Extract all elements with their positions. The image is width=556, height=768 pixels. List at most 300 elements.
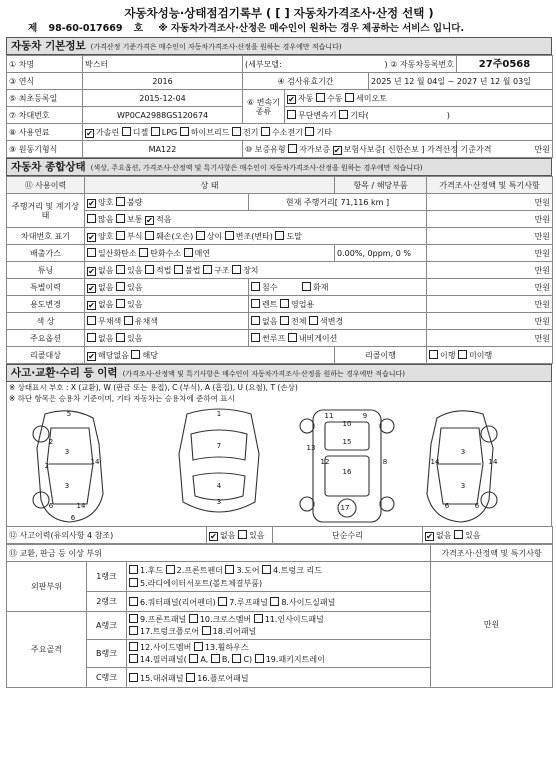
recall-applicable: 해당: [142, 350, 158, 360]
fuel-hybrid: 하이브리드: [190, 127, 230, 137]
diagram-part-number: 7: [216, 442, 222, 450]
rankC-label: C랭크: [87, 668, 127, 688]
car-diagram: [6, 404, 552, 526]
price-unit: 만원: [427, 245, 553, 262]
diagram-part-number: 3: [216, 498, 222, 506]
checked-checkbox-icon[interactable]: ✔: [333, 145, 341, 155]
checkbox-icon[interactable]: [261, 127, 270, 136]
special-history-label: 특별이력: [7, 279, 85, 296]
fuel-label: ⑧ 사용연료: [7, 124, 83, 141]
checkbox-icon[interactable]: [129, 673, 138, 682]
emission-co: 일산화탄소: [98, 249, 137, 258]
col-price: 가격조사·산정액 및 특기사항: [427, 177, 553, 194]
pillar-b: B,: [221, 654, 230, 664]
trans-cvt: 무단변속기: [298, 111, 337, 120]
diagram-part-number: 3: [64, 482, 70, 490]
option-navigation: 내비게이션: [298, 334, 338, 343]
usage-yes: 있음: [127, 299, 143, 309]
checkbox-icon[interactable]: [129, 597, 138, 606]
diagram-part-number: 14: [488, 458, 498, 466]
price-unit: 만원: [427, 313, 553, 330]
checkbox-icon[interactable]: [180, 127, 189, 136]
checkbox-icon[interactable]: [288, 333, 297, 342]
basic-info-header: [6, 37, 552, 55]
accident-header: [6, 364, 552, 382]
checkbox-icon[interactable]: [232, 127, 241, 136]
checkbox-icon[interactable]: [116, 197, 125, 206]
hc-value: 0ppm,: [367, 248, 394, 258]
checkbox-icon[interactable]: [270, 597, 279, 606]
rankA-label: A랭크: [87, 612, 127, 640]
history-state: [85, 279, 249, 296]
part-radiator-support: 5.라디에이터서포트(볼트체결부품): [140, 578, 263, 588]
co-value: 0.00%,: [337, 248, 365, 258]
checkbox-icon[interactable]: [287, 110, 296, 119]
checked-checkbox-icon[interactable]: ✔: [88, 351, 95, 361]
part-pillar-panel: 14.필러패널(: [140, 654, 187, 664]
checkbox-icon[interactable]: [225, 565, 234, 574]
year-label: ③ 연식: [7, 73, 83, 90]
mileage-state-label: 주행거리 및 계기상태: [7, 194, 85, 228]
diagram-part-number: 3: [64, 448, 70, 456]
checkbox-icon[interactable]: [129, 642, 138, 651]
diagram-part-number: 4: [216, 482, 222, 490]
fuel-gasoline: 가솔린: [96, 127, 120, 137]
diagram-part-number: 14: [76, 502, 86, 510]
checked-checkbox-icon[interactable]: ✔: [88, 198, 95, 208]
price-unit: 만원: [427, 279, 553, 296]
vin-good: 양호: [98, 231, 114, 241]
col-usage: ⑪ 사용이력: [7, 177, 85, 194]
tuning-label: 튜닝: [7, 262, 85, 279]
document-title: 자동차성능·상태점검기록부 ( [ ] 자동차가격조사·산정 선택 ): [124, 6, 434, 20]
price-unit: 만원: [427, 330, 553, 347]
accident-title: 사고·교환·수리 등 이력: [11, 367, 118, 379]
detail-model-close: ): [384, 59, 388, 69]
checkbox-icon[interactable]: [458, 350, 467, 359]
accident-table: [6, 526, 553, 544]
part-hood: 1.후드: [140, 565, 164, 575]
current-mileage-label: 현재 주행거리[: [285, 197, 338, 207]
first-reg-date: 2015-12-04: [83, 90, 243, 107]
rankB-parts: [127, 640, 431, 668]
checkbox-icon[interactable]: [166, 565, 175, 574]
checkbox-icon[interactable]: [238, 530, 247, 539]
checked-checkbox-icon[interactable]: ✔: [88, 300, 95, 310]
period-to: 2027 년 12 월 03일: [456, 76, 531, 86]
mileage-normal: 보통: [127, 214, 143, 224]
diagram-part-number: 11: [324, 412, 334, 420]
detail-model-label: (세부모델:: [245, 59, 282, 69]
rankB-label: B랭크: [87, 640, 127, 668]
doc-suffix: 호: [133, 23, 143, 34]
simple-repair-label: 단순수리: [273, 527, 423, 544]
reg-label-cell: [369, 56, 457, 73]
col-state: 상 태: [85, 177, 335, 194]
first-reg-label: ⑤ 최초등록일: [7, 90, 83, 107]
diagram-part-number: 3: [460, 482, 466, 490]
checkbox-icon[interactable]: [316, 93, 325, 102]
legend-symbols: ※ 상태표시 부호 : X (교환), W (판금 또는 용접), C (부식), A (흠집), U (요철), T (손상): [9, 383, 298, 392]
diagram-part-number: 14: [90, 458, 100, 466]
fuel-lpg: LPG: [161, 127, 178, 137]
vin-corrosion: 부식: [127, 231, 143, 241]
checkbox-icon[interactable]: [280, 299, 289, 308]
recall-item-label: 리콜이행: [335, 347, 427, 364]
trans-other: 기타(: [350, 111, 369, 120]
checkbox-icon[interactable]: [280, 316, 289, 325]
basic-info-table: [6, 55, 553, 158]
options-label: 주요옵션: [7, 330, 85, 347]
fuel-diesel: 디젤: [132, 127, 149, 137]
checkbox-icon[interactable]: [87, 333, 96, 342]
part-floor-panel: 16.플로어패널: [197, 673, 249, 683]
accident-history-state: [207, 527, 273, 544]
part-cross-member: 10.크로스멤버: [199, 614, 252, 624]
history-yes: 있음: [127, 282, 143, 292]
warranty-cell: [243, 141, 492, 158]
options-none: 없음: [98, 334, 114, 343]
checkbox-icon[interactable]: [116, 214, 125, 223]
part-side-sill: 8.사이드실패널: [281, 597, 336, 607]
inspection-period: [369, 73, 553, 90]
current-mileage: [249, 194, 427, 211]
meter-state: [85, 194, 249, 211]
part-front-panel: 9.프론트패널: [140, 614, 187, 624]
rankA-parts: [127, 612, 431, 640]
fuel-options: [83, 124, 553, 141]
checked-checkbox-icon[interactable]: ✔: [288, 94, 295, 104]
diagram-part-number: 16: [342, 468, 352, 476]
checkbox-icon[interactable]: [275, 231, 284, 240]
basic-info-title: 자동차 기본정보: [11, 40, 86, 52]
price-unit: 만원: [427, 194, 553, 211]
part-rear-panel: 18.리어패널: [212, 626, 257, 636]
col-item: 항목 / 해당부품: [335, 177, 427, 194]
detail-model: [243, 56, 369, 73]
price-unit: 만원: [427, 228, 553, 245]
summary-table: [6, 176, 553, 364]
vin-altered: 변조(변타): [235, 231, 273, 241]
vin: WP0CA2988GS120674: [83, 107, 243, 124]
diagram-part-number: 5: [66, 410, 72, 418]
checkbox-icon[interactable]: [116, 282, 125, 291]
pillar-c: C): [243, 654, 253, 664]
accident-none: 없음: [220, 530, 236, 540]
vin-erased: 도말: [286, 231, 302, 241]
simple-repair-state: [423, 527, 553, 544]
vin-differ: 상이: [206, 231, 223, 241]
emission-values: [335, 245, 427, 262]
vin-mark-state: [85, 228, 427, 245]
tuning-options: [85, 262, 427, 279]
checkbox-icon[interactable]: [196, 231, 205, 240]
basic-info-subtitle: (가격산정 기준가격은 매수인이 자동차가격조사·산정을 원하는 경우에만 적습니다): [90, 43, 342, 51]
period-tilde: ~: [447, 76, 455, 86]
transmission-options-1: [285, 90, 553, 107]
checkbox-icon[interactable]: [454, 530, 463, 539]
checkbox-icon[interactable]: [87, 214, 96, 223]
part-front-fender: 2.프론트펜더: [176, 565, 223, 575]
reg-number: 27주0568: [457, 56, 553, 73]
part-side-member: 12.사이드멤버: [140, 642, 192, 652]
checkbox-icon[interactable]: [145, 265, 154, 274]
transmission-label: ⑥ 변속기 종류: [243, 90, 285, 124]
part-dash-panel: 15.대쉬패널: [140, 673, 184, 683]
warranty-label: ⑩ 보증유형: [245, 144, 286, 154]
part-inside-panel: 11.인사이드패널: [264, 614, 324, 624]
checked-checkbox-icon[interactable]: ✔: [426, 531, 433, 541]
current-mileage-close: ]: [386, 197, 390, 207]
usage-state: [85, 296, 249, 313]
checkbox-icon[interactable]: [145, 231, 154, 240]
price-unit: 만원: [427, 211, 553, 228]
frame-label: 주요골격: [7, 612, 87, 688]
color-label: 색 상: [7, 313, 85, 330]
checkbox-icon[interactable]: [129, 626, 138, 635]
summary-subtitle: (색상, 주요옵션, 가격조사·산정액 및 특기사항은 매수인이 자동차가격조사·산정을 원하는 경우에만 적습니다): [90, 164, 423, 172]
summary-title: 자동차 종합상태: [11, 161, 86, 173]
recall-state: [85, 347, 335, 364]
checkbox-icon[interactable]: [255, 654, 264, 663]
price-unit: 만원: [427, 296, 553, 313]
diagram-part-number: 12: [320, 458, 330, 466]
mileage-many: 많음: [98, 214, 114, 224]
tuning-legal: 적법: [156, 265, 172, 275]
diagram-part-number: 17: [340, 504, 350, 512]
part-trunk-lid: 4.트렁크 리드: [273, 565, 322, 575]
warranty-self: 자가보증: [299, 144, 331, 154]
usage-rent: 렌트: [262, 300, 278, 309]
history-none: 없음: [98, 282, 114, 292]
checkbox-icon[interactable]: [262, 565, 271, 574]
part-package-tray: 19.패키지트레이: [265, 654, 325, 664]
diagram-part-number: 14: [430, 458, 440, 466]
emission-smoke: 매연: [194, 249, 211, 258]
parts-price-col: 가격조사·산정액 및 특기사항: [431, 545, 553, 562]
trans-auto: 자동: [298, 93, 314, 103]
part-wheel-house: 13.휠하우스: [204, 642, 249, 652]
tuning-illegal: 불법: [185, 265, 201, 275]
smoke-value: 0 %: [395, 248, 411, 258]
fuel-electric: 전기: [242, 127, 259, 137]
checkbox-icon[interactable]: [189, 654, 198, 663]
part-trunk-floor: 17.트렁크플로어: [140, 626, 200, 636]
meter-bad: 불량: [127, 197, 143, 207]
legend-note: ※ 하단 항목은 승용차 기준이며, 기타 자동차는 승용차에 준하여 표시: [9, 394, 235, 403]
checkbox-icon[interactable]: [129, 654, 138, 663]
checked-checkbox-icon[interactable]: ✔: [86, 128, 93, 138]
doc-number: 98-60-017669: [48, 23, 123, 34]
checkbox-icon[interactable]: [87, 248, 96, 257]
mileage-few: 적음: [156, 214, 172, 224]
checked-checkbox-icon[interactable]: ✔: [88, 232, 95, 242]
checkbox-icon[interactable]: [302, 282, 311, 291]
diagram-part-number: 6: [474, 502, 480, 510]
tuning-none: 없음: [98, 265, 114, 275]
vin-mark-label: 차대번호 표기: [7, 228, 85, 245]
checkbox-icon[interactable]: [309, 316, 318, 325]
checkbox-icon[interactable]: [116, 265, 125, 274]
diagram-part-number: 3: [460, 448, 466, 456]
color-chromatic: 유채색: [134, 317, 158, 326]
engine-type: MA122: [83, 141, 243, 158]
vin-damage: 훼손(오손): [156, 231, 194, 241]
checkbox-icon[interactable]: [131, 350, 140, 359]
warranty-insurance: 보험사보증[ 신한손보 ]: [343, 144, 425, 154]
checkbox-icon[interactable]: [122, 127, 131, 136]
checkbox-icon[interactable]: [129, 565, 138, 574]
parts-table: [6, 544, 553, 688]
checkbox-icon[interactable]: [225, 231, 234, 240]
doc-prefix: 제: [28, 23, 38, 34]
usage-types: [249, 296, 427, 313]
emission-options: [85, 245, 335, 262]
simple-yes: 있음: [465, 530, 481, 540]
base-price-label: 가격산정 기준가격: [427, 144, 492, 154]
checkbox-icon[interactable]: [139, 248, 148, 257]
color-achromatic: 무채색: [98, 317, 122, 326]
rank2-label: 2랭크: [87, 592, 127, 612]
history-flood: 침수: [262, 283, 278, 292]
color-none: 없음: [262, 317, 278, 326]
checkbox-icon[interactable]: [124, 316, 133, 325]
checkbox-icon[interactable]: [345, 93, 354, 102]
usage-business: 영업용: [291, 300, 315, 309]
checkbox-icon[interactable]: [211, 654, 220, 663]
checkbox-icon[interactable]: [218, 597, 227, 606]
diagram-part-number: 1: [216, 410, 222, 418]
checkbox-icon[interactable]: [251, 316, 260, 325]
period-from: 2025 년 12 월 04일: [371, 76, 446, 86]
checked-checkbox-icon[interactable]: ✔: [88, 266, 95, 276]
inspection-period-label: ④ 검사유효기간: [243, 73, 369, 90]
car-name-label: ① 차명: [7, 56, 83, 73]
checkbox-icon[interactable]: [129, 578, 138, 587]
usage-change-label: 용도변경: [7, 296, 85, 313]
checkbox-icon[interactable]: [184, 248, 193, 257]
usage-none: 없음: [98, 299, 114, 309]
trans-manual: 수동: [327, 93, 343, 103]
option-sunroof: 썬루프: [262, 334, 286, 343]
part-quarter-panel: 6.쿼터패널(리어펜더): [140, 597, 216, 607]
rankC-parts: [127, 668, 431, 688]
tuning-structure: 구조: [214, 265, 230, 275]
checkbox-icon[interactable]: [116, 333, 125, 342]
diagram-part-number: 2: [48, 438, 54, 446]
vin-label: ⑦ 차대번호: [7, 107, 83, 124]
history-fire: 화재: [313, 283, 329, 292]
checkbox-icon[interactable]: [251, 333, 260, 342]
checkbox-icon[interactable]: [186, 673, 195, 682]
car-name: 박스터: [83, 56, 243, 73]
meter-good: 양호: [98, 197, 114, 207]
parts-price: 만원: [431, 562, 553, 688]
checked-checkbox-icon[interactable]: ✔: [146, 215, 153, 225]
tuning-device: 장치: [243, 265, 259, 275]
checked-checkbox-icon[interactable]: ✔: [210, 531, 217, 541]
options-list: [249, 330, 427, 347]
diagram-part-number: 6: [444, 502, 450, 510]
diagram-part-number: 6: [48, 502, 54, 510]
accident-subtitle: (가격조사·산정액 및 특기사항은 매수인이 자동차가격조사·산정을 원하는 경우에만 적습니다): [122, 370, 406, 378]
accident-history-label: ⑫ 사고이력(유의사항 4 참조): [7, 527, 207, 544]
checkbox-icon[interactable]: [194, 642, 203, 651]
checkbox-icon[interactable]: [174, 265, 183, 274]
options-state: [85, 330, 249, 347]
checkbox-icon[interactable]: [251, 282, 260, 291]
document-number-line: [6, 21, 552, 37]
part-roof-panel: 7.루프패널: [229, 597, 268, 607]
checkbox-icon[interactable]: [232, 654, 241, 663]
engine-label: ⑨ 원동기형식: [7, 141, 83, 158]
checkbox-icon[interactable]: [116, 299, 125, 308]
price-unit: 만원: [427, 262, 553, 279]
checkbox-icon[interactable]: [305, 127, 314, 136]
diagram-part-number: 10: [342, 420, 352, 428]
checkbox-icon[interactable]: [254, 614, 263, 623]
checkbox-icon[interactable]: [203, 265, 212, 274]
outer-panel-label: 외판부위: [7, 562, 87, 612]
part-door: 3.도어: [236, 565, 260, 575]
recall-not-done: 미이행: [469, 351, 493, 360]
diagram-part-number: 15: [342, 438, 352, 446]
checkbox-icon[interactable]: [189, 614, 198, 623]
diagram-part-number: 8: [382, 458, 388, 466]
current-mileage-value: 71,116 km: [340, 197, 384, 207]
fuel-hydrogen: 수소전기: [271, 127, 303, 137]
checkbox-icon[interactable]: [288, 144, 297, 153]
checkbox-icon[interactable]: [232, 265, 241, 274]
recall-done-state: [427, 347, 553, 364]
rank2-parts: [127, 592, 431, 612]
base-price-unit: 만원: [457, 141, 553, 158]
checkbox-icon[interactable]: [202, 626, 211, 635]
checkbox-icon[interactable]: [339, 110, 348, 119]
checkbox-icon[interactable]: [251, 299, 260, 308]
history-types: [249, 279, 427, 296]
emission-hc: 탄화수소: [150, 249, 182, 258]
checkbox-icon[interactable]: [116, 231, 125, 240]
recall-done: 이행: [440, 351, 456, 360]
color-changed: 색변경: [320, 317, 344, 326]
mileage-level: [85, 211, 427, 228]
diagram-part-number: 9: [362, 412, 368, 420]
car-diagram-svg: [7, 404, 551, 526]
service-notice: ※ 자동차가격조사·산정은 매수인이 원하는 경우 제공하는 서비스 입니다.: [158, 23, 465, 34]
diagram-part-number: 6: [70, 514, 76, 522]
trans-semi: 세미오토: [356, 93, 387, 103]
checkbox-icon[interactable]: [151, 127, 160, 136]
rank1-label: 1랭크: [87, 562, 127, 592]
color-change: [249, 313, 427, 330]
options-yes: 있음: [127, 334, 143, 343]
pillar-a: A,: [200, 654, 209, 664]
tuning-yes: 있음: [127, 265, 143, 275]
year: 2016: [83, 73, 243, 90]
color-type: [85, 313, 249, 330]
rank1-parts: [127, 562, 431, 592]
diagram-part-number: 13: [306, 444, 316, 452]
checkbox-icon[interactable]: [129, 614, 138, 623]
recall-not-applicable: 해당없음: [98, 350, 129, 360]
fuel-other: 기타: [316, 127, 332, 137]
parts-label: ⑬ 교환, 판금 등 이상 부위: [7, 545, 431, 562]
checkbox-icon[interactable]: [429, 350, 438, 359]
accident-yes: 있음: [249, 530, 265, 540]
checked-checkbox-icon[interactable]: ✔: [88, 283, 95, 293]
checkbox-icon[interactable]: [87, 316, 96, 325]
